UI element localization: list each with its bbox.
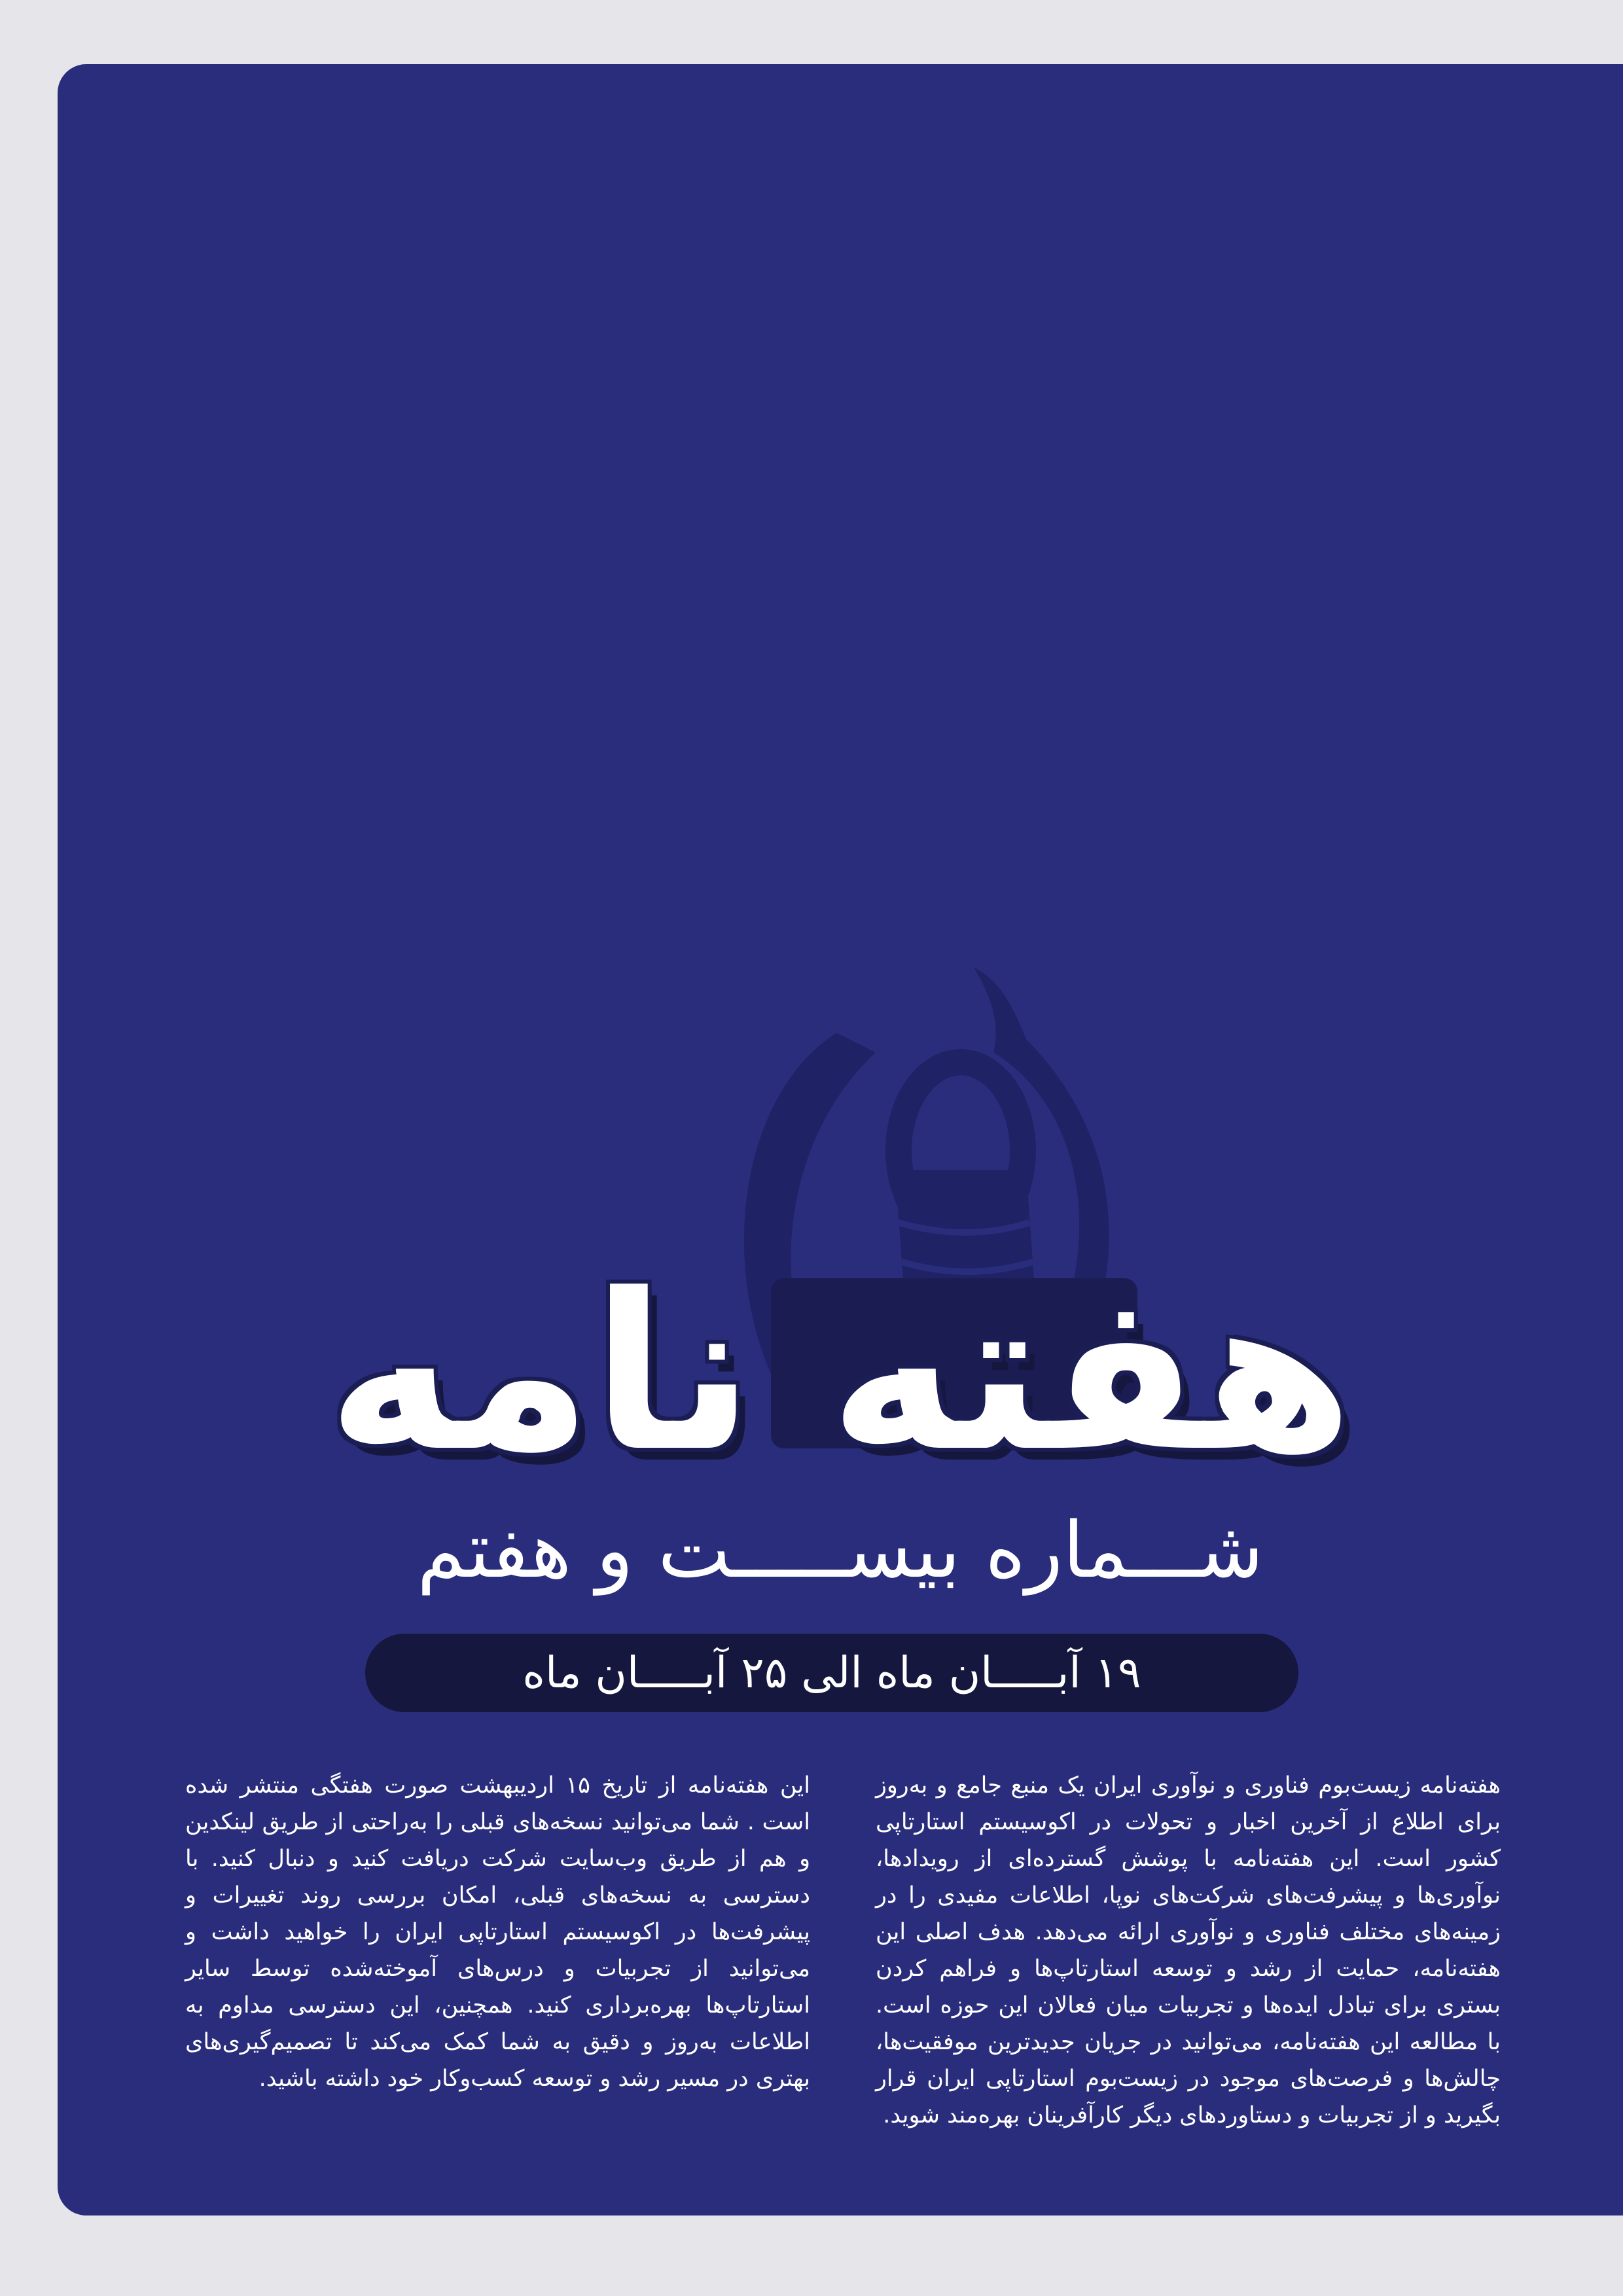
date-range-text: ۱۹ آبـــــان ماه الی ۲۵ آبـــــان ماه bbox=[522, 1647, 1141, 1698]
publication-title: هفته نامه bbox=[327, 1247, 1354, 1499]
intro-paragraph: هفته‌نامه زیست‌بوم فناوری و نوآوری ایران یک منبع جامع و به‌روز برای اطلاع از آخرین اخبار و تحولات در اکوسیستم استارتاپی کشور است. این هفته‌نامه با پوشش گسترده‌ای از رویدادها، نوآوری‌ها و پیشرفت‌های شرکت‌های نوپا، اطلاعات مفیدی را در زمینه‌های مختلف فناوری و نوآوری ارائه می‌دهد. هدف اصلی این هفته‌نامه، حمایت از رشد و توسعه استارتاپ‌ها و فراهم کردن بستری برای تبادل ایده‌ها و تجربیات میان فعالان این حوزه است. با مطالعه این هفته‌نامه، می‌توانید در جریان جدیدترین موفقیت‌ها، چالش‌ها و فرصت‌های موجود در زیست‌بوم استارتاپی ایران قرار بگیرید و از تجربیات و دستاوردهای دیگر کارآفرینان بهره‌مند شوید. bbox=[876, 1772, 1501, 2128]
date-range-badge bbox=[365, 1634, 1298, 1712]
archive-paragraph: این هفته‌نامه از تاریخ ۱۵ اردیبهشت صورت هفتگی منتشر شده است . شما می‌توانید نسخه‌های قبلی را به‌راحتی از طریق لینکدین و هم از طریق وب‌سایت شرکت دریافت کنید و دنبال کنید. با دسترسی به نسخه‌های قبلی، امکان بررسی روند تغییرات و پیشرفت‌ها در اکوسیستم استارتاپی ایران را خواهید داشت و می‌توانید از تجربیات و درس‌های آموخته‌شده توسط سایر استارتاپ‌ها بهره‌برداری کنید. همچنین، این دسترسی مداوم به اطلاعات به‌روز و دقیق به شما کمک می‌کند تا تصمیم‌گیری‌های بهتری در مسیر رشد و توسعه کسب‌وکار خود داشته باشید. bbox=[185, 1772, 810, 2092]
issue-number: شـــماره بیســـــت و هفتم bbox=[417, 1505, 1264, 1595]
cover-panel bbox=[58, 64, 1623, 2215]
